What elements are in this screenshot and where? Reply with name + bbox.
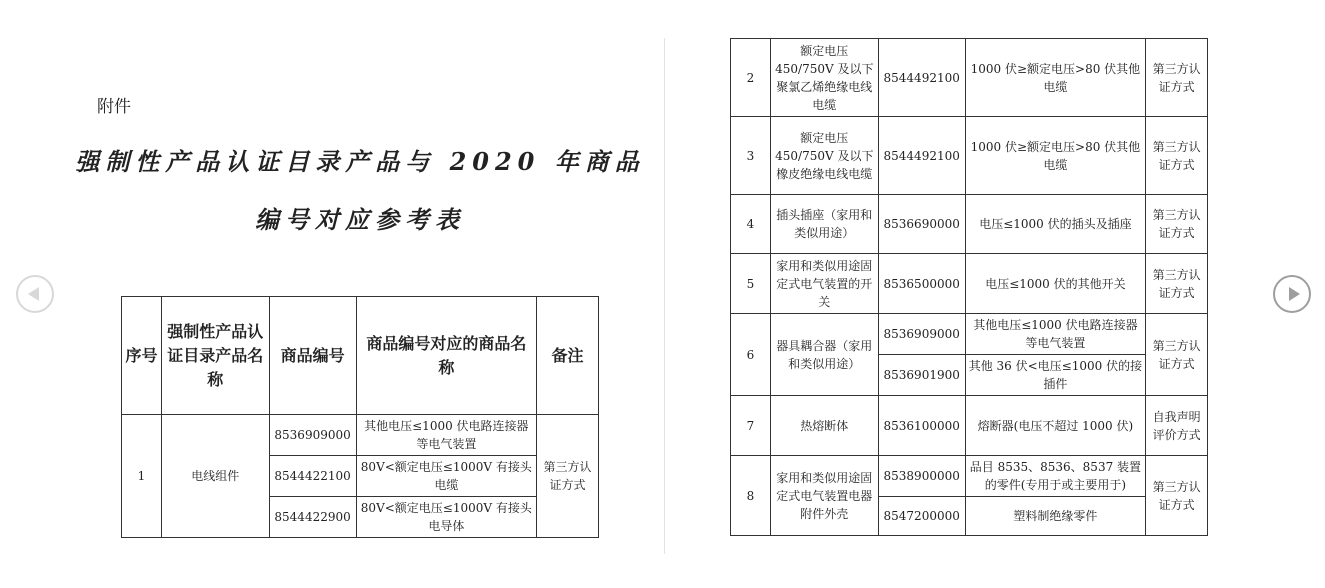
row-code: 8536909000 [269,415,356,456]
header-serial: 序号 [122,297,162,415]
header-product-name: 强制性产品认证目录产品名称 [161,297,269,415]
header-code-name: 商品编号对应的商品名称 [356,297,537,415]
row-remark: 第三方认证方式 [1146,456,1208,536]
row-product: 器具耦合器（家用和类似用途） [770,314,878,396]
table-row [122,415,599,456]
row-code: 8538900000 [878,456,965,497]
reference-table-left [121,296,599,538]
row-remark: 第三方认证方式 [1146,314,1208,396]
chevron-left-icon [28,287,39,301]
table-header-row [122,297,599,415]
table-row [731,396,1208,456]
row-code: 8536901900 [878,355,965,396]
row-remark: 自我声明评价方式 [1146,396,1208,456]
row-code: 8547200000 [878,497,965,536]
row-code-name: 1000 伏≥额定电压>80 伏其他电缆 [965,39,1145,117]
row-remark: 第三方认证方式 [537,415,599,538]
row-serial: 4 [731,195,771,254]
row-code: 8536100000 [878,396,965,456]
header-code: 商品编号 [269,297,356,415]
row-code: 8536690000 [878,195,965,254]
row-code: 8536500000 [878,254,965,314]
row-serial: 6 [731,314,771,396]
row-serial: 2 [731,39,771,117]
row-code: 8544492100 [878,39,965,117]
row-remark: 第三方认证方式 [1146,117,1208,195]
row-code: 8544492100 [878,117,965,195]
chevron-right-icon [1289,287,1300,301]
row-code-name: 其他电压≤1000 伏电路连接器等电气装置 [965,314,1145,355]
table-row [731,456,1208,497]
table-row [731,254,1208,314]
page-divider [664,38,665,554]
row-code-name: 1000 伏≥额定电压>80 伏其他电缆 [965,117,1145,195]
table-row [731,39,1208,117]
row-remark: 第三方认证方式 [1146,195,1208,254]
row-product: 家用和类似用途固定式电气装置电器附件外壳 [770,456,878,536]
left-page [60,0,660,588]
table-row [731,117,1208,195]
document-title-line1: 强制性产品认证目录产品与 2020 年商品 [75,147,645,176]
row-remark: 第三方认证方式 [1146,254,1208,314]
row-serial: 5 [731,254,771,314]
row-code-name: 电压≤1000 伏的插头及插座 [965,195,1145,254]
row-serial: 1 [122,415,162,538]
row-product: 额定电压 450/750V 及以下橡皮绝缘电线电缆 [770,117,878,195]
row-serial: 7 [731,396,771,456]
row-product: 电线组件 [161,415,269,538]
row-code-name: 品目 8535、8536、8537 装置的零件(专用于或主要用于) [965,456,1145,497]
row-code-name: 塑料制绝缘零件 [965,497,1145,536]
row-code: 8544422900 [269,497,356,538]
row-code: 8536909000 [878,314,965,355]
row-code-name: 其他电压≤1000 伏电路连接器等电气装置 [356,415,537,456]
row-remark: 第三方认证方式 [1146,39,1208,117]
table-row [731,314,1208,355]
attachment-label: 附件 [97,97,131,117]
row-code-name: 80V<额定电压≤1000V 有接头电缆 [356,456,537,497]
row-code-name: 电压≤1000 伏的其他开关 [965,254,1145,314]
row-product: 家用和类似用途固定式电气装置的开关 [770,254,878,314]
row-product: 热熔断体 [770,396,878,456]
prev-page-button[interactable] [16,275,54,313]
row-code-name: 其他 36 伏<电压≤1000 伏的接插件 [965,355,1145,396]
table-row [731,195,1208,254]
right-page [668,0,1268,588]
reference-table-right [730,38,1208,536]
row-serial: 8 [731,456,771,536]
row-code-name: 熔断器(电压不超过 1000 伏) [965,396,1145,456]
document-title-line2: 编号对应参考表 [255,205,465,234]
header-remark: 备注 [537,297,599,415]
row-product: 额定电压 450/750V 及以下聚氯乙烯绝缘电线电缆 [770,39,878,117]
row-code: 8544422100 [269,456,356,497]
next-page-button[interactable] [1273,275,1311,313]
row-product: 插头插座（家用和类似用途） [770,195,878,254]
row-serial: 3 [731,117,771,195]
row-code-name: 80V<额定电压≤1000V 有接头电导体 [356,497,537,538]
